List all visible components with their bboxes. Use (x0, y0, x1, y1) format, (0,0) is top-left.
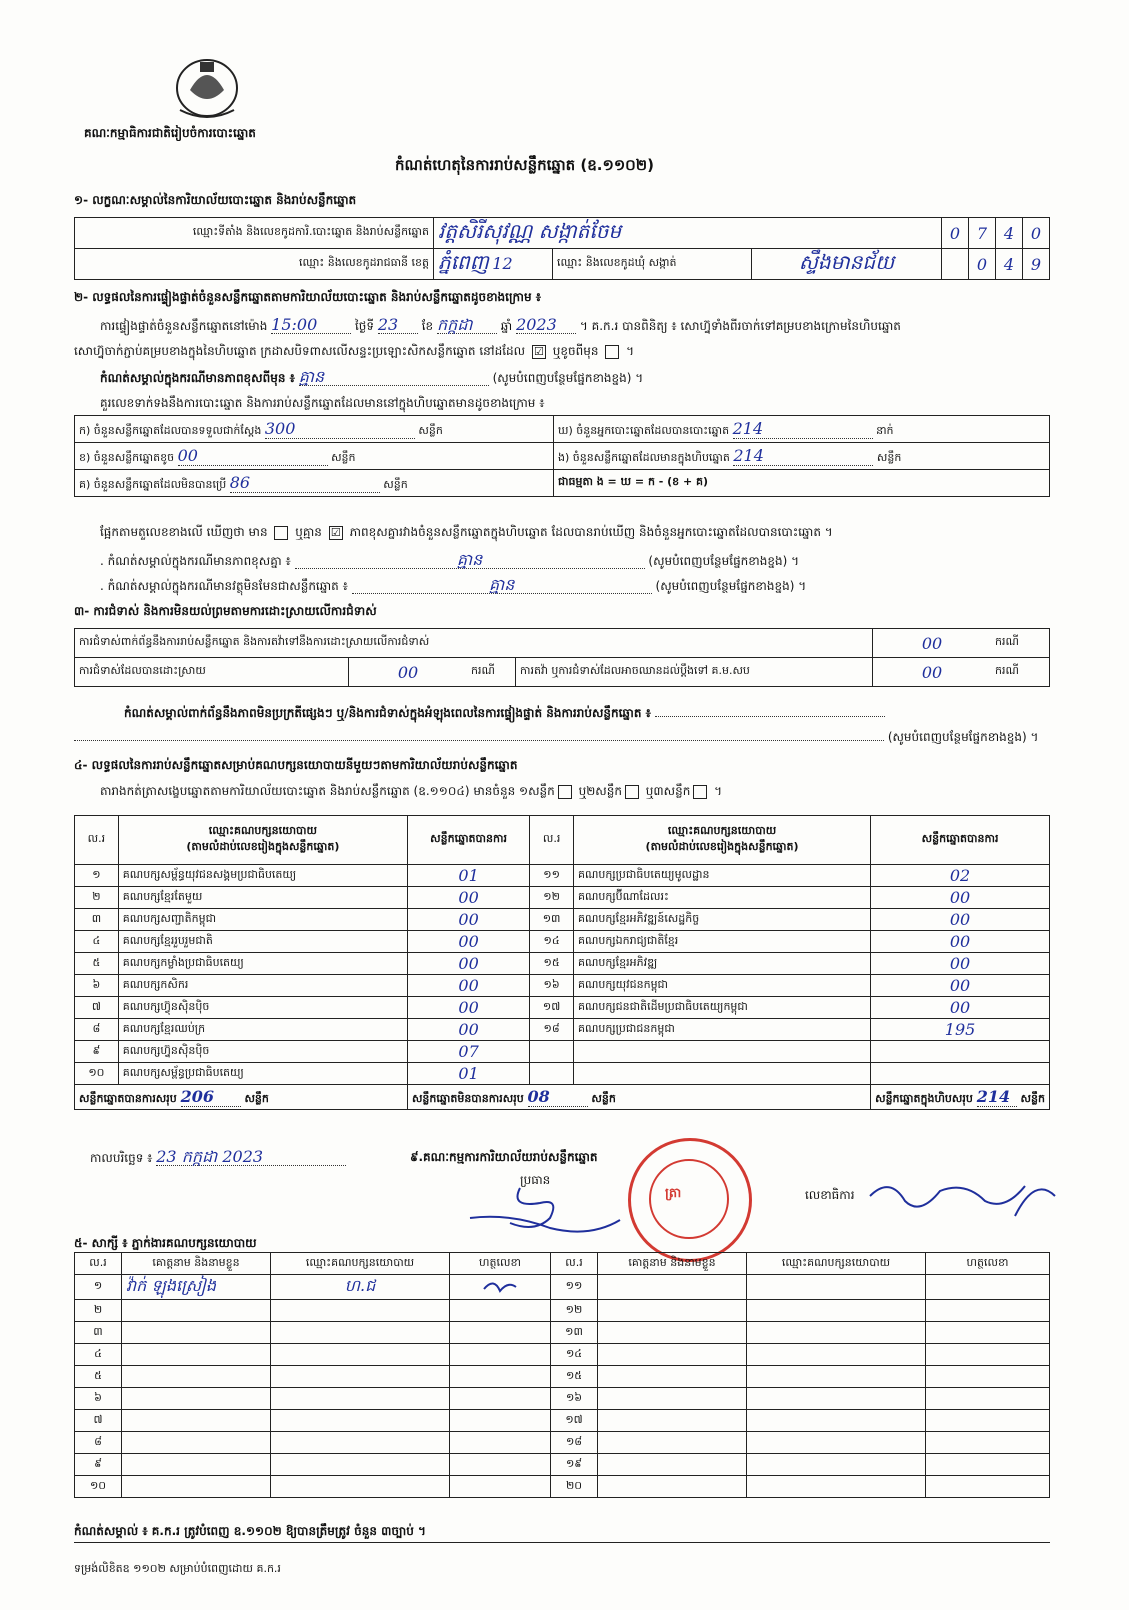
col-signature: ហត្ថលេខា (926, 1253, 1050, 1275)
col-no: ល.រ (75, 1253, 122, 1275)
official-stamp: ត្រា (628, 1138, 752, 1262)
table-row: ២ ១២ (75, 1300, 1050, 1322)
location-value: វត្តសិរីសុវណ្ណ សង្កាត់ចែម (434, 218, 942, 249)
col-votes: សន្លឹកឆ្នោតបានការ (407, 816, 529, 865)
col-no: ល.រ (75, 816, 119, 865)
table-row: ១០ គណបក្សសម្ព័ន្ធប្រជាធិបតេយ្យ 01 (75, 1063, 1050, 1085)
location-code-digit: 0 (1023, 218, 1050, 249)
received-ballots: ក) ចំនួនសន្លឹកឆ្នោតដែលបានទទួលជាក់ស្តែង 300 សន្លឹក (75, 416, 554, 443)
table-row: ១០ ២០ (75, 1476, 1050, 1498)
location-code-digit: 7 (969, 218, 996, 249)
commune-code-spacer (942, 249, 969, 280)
table-row: ៤ គណបក្សខ្មែររួបរួមជាតិ 00 ១៤ គណបក្សឯករាជ្យជាតិខ្មែរ 00 (75, 931, 1050, 953)
voters-who-voted: ឃ) ចំនួនអ្នកបោះឆ្នោតដែលបានបោះឆ្នោត 214 នាក់ (554, 416, 1050, 443)
table-row: ២ គណបក្សខ្មែរតែមួយ 00 ១២ គណបក្សប៊ីណាដែលរះ 00 (75, 887, 1050, 909)
col-party: ឈ្មោះគណបក្សនយោបាយ (271, 1253, 450, 1275)
intact-checkbox[interactable]: ☑ (532, 345, 546, 359)
commune-code-digit: 0 (969, 249, 996, 280)
chief-label: ប្រធាន (520, 1173, 551, 1187)
date-line: កាលបរិច្ឆេទ ៖ 23 កក្កដា 2023 (90, 1150, 346, 1166)
total-valid: សន្លឹកឆ្នោតបានការសរុប 206 សន្លឹក (75, 1085, 408, 1110)
chief-signature-icon (450, 1178, 630, 1238)
col-votes: សន្លឹកឆ្នោតបានការ (871, 816, 1050, 865)
table-row: ៨ គណបក្សខ្មែរឈប់ក្រ 00 ១៨ គណបក្សប្រជាជនកម្ពុជា 195 (75, 1019, 1050, 1041)
witness-signature-icon (480, 1277, 520, 1295)
diff-note: . កំណត់សម្គាល់ក្នុងករណីមានភាពខុសគ្នា ៖ គ្មាន (សូមបំពេញបន្ថែមផ្នែកខាងខ្នង) ។ (100, 550, 799, 569)
location-code-digit: 0 (942, 218, 969, 249)
counts-intro: គួរលេខទាក់ទងនឹងការបោះឆ្នោត និងការរាប់សន្លឹកឆ្នោតដែលមាននៅក្នុងហិបឆ្នោតមានដូចខាងក្រោម ៖ (100, 396, 545, 410)
table-row: ១ វ៉ាក់ ឡុងស្រៀង ហ.ជ ១១ (75, 1275, 1050, 1300)
national-emblem-icon (170, 50, 244, 122)
table-row: ៦ ១៦ (75, 1388, 1050, 1410)
col-party: ឈ្មោះគណបក្សនយោបាយ (តាមលំដាប់លេខរៀងក្នុងសន្លឹកឆ្នោត) (118, 816, 407, 865)
col-party: ឈ្មោះគណបក្សនយោបាយ (747, 1253, 926, 1275)
three-sheet-checkbox[interactable] (693, 785, 707, 799)
appeal-unit: ករណី (991, 658, 1050, 687)
appeal-label: ការតវ៉ា ឬការជំទាស់ដែលអាចឈានដល់ប្តឹងទៅ គ.ម.សប (516, 658, 873, 687)
table-row: ៥ ១៥ (75, 1366, 1050, 1388)
spoiled-ballots: ខ) ចំនួនសន្លឹកឆ្នោតខូច 00 សន្លឹក (75, 443, 554, 470)
form-title: កំណត់ហេតុនៃការរាប់សន្លឹកឆ្នោត (ឧ.១១០២) (395, 156, 655, 174)
seal-line: សោហ្វ៊ុចាក់ភ្ជាប់គម្របខាងក្នុងនៃហិបឆ្នោត ក្រដាសបិទពាសលើសន្ទះប្រឡោះសិកសន្លឹកឆ្នោត នៅដដែល ☑ ឬខូចពីមុន ។ (74, 344, 635, 358)
col-party: ឈ្មោះគណបក្សនយោបាយ (តាមលំដាប់លេខរៀងក្នុងសន្លឹកឆ្នោត) (574, 816, 871, 865)
secretary-signature-icon (865, 1166, 1065, 1226)
section2-title: ២- លទ្ធផលនៃការផ្ទៀងផ្ទាត់ចំនួនសន្លឹកឆ្នោតតាមការិយាល័យបោះឆ្នោត និងរាប់សន្លឹកឆ្នោតដូចខាងក្រោម ៖ (74, 290, 542, 304)
appeal-value: 00 (873, 658, 992, 687)
no-difference-checkbox[interactable]: ☑ (329, 526, 343, 540)
table-row: ៥ គណបក្សកម្លាំងប្រជាធិបតេយ្យ 00 ១៥ គណបក្សខ្មែរអភិវឌ្ឍ 00 (75, 953, 1050, 975)
totals-row (75, 1085, 1050, 1110)
location-table (74, 217, 1050, 280)
section5-title: ៥- សាក្សី ៖ ភ្នាក់ងារគណបក្សនយោបាយ (74, 1236, 257, 1250)
commune-code-digit: 4 (996, 249, 1023, 280)
section4-title: ៤- លទ្ធផលនៃការរាប់សន្លឹកឆ្នោតសម្រាប់គណបក្សនយោបាយនីមួយៗតាមការិយាល័យរាប់សន្លឹកឆ្នោត (74, 758, 518, 772)
section3-title: ៣- ការជំទាស់ និងការមិនយល់ព្រមតាមការដោះស្រាយលើការជំទាស់ (74, 604, 377, 618)
broken-checkbox[interactable] (605, 345, 619, 359)
resolved-unit: ករណី (467, 658, 516, 687)
formula: ជាធម្មតា ង = ឃ = ក - (ខ + គ) (554, 470, 1050, 497)
org-name: គណៈកម្មាធិការជាតិរៀបចំការបោះឆ្នោត (84, 126, 256, 140)
unused-ballots: គ) ចំនួនសន្លឹកឆ្នោតដែលមិនបានប្រើ 86 សន្លឹក (75, 470, 554, 497)
counts-table (74, 415, 1050, 497)
footer-divider (74, 1542, 1050, 1543)
total-invalid: សន្លឹកឆ្នោតមិនបានការសរុប 08 សន្លឹក (407, 1085, 870, 1110)
table-row: ៣ ១៣ (75, 1322, 1050, 1344)
one-sheet-checkbox[interactable] (558, 785, 572, 799)
irregularity-note: កំណត់សម្គាល់ពាក់ព័ន្ធនឹងភាពមិនប្រក្រតីផ្សេងៗ ឬ/និងការជំទាស់ក្នុងអំឡុងពេលនៃការផ្ទៀងផ្ទាត់ និងការរាប់សន្លឹកឆ្នោត ៖ (124, 706, 885, 720)
verification-line: ការផ្ទៀងផ្ទាត់ចំនួនសន្លឹកឆ្នោតនៅម៉ោង 15:00 ថ្ងៃទី 23 ខែ កក្កដា ឆ្នាំ 2023 ។ គ.ក.រ បានពិនិត្យ ៖ សោហ្វ៊ុទាំងពីរចាក់ទៅគម្របខាងក្រោមនៃហិបឆ្នោត (100, 315, 901, 334)
location-label: ឈ្មោះទីតាំង និងលេខកូដការិ.បោះឆ្នោត និងរាប់សន្លឹកឆ្នោត (75, 218, 434, 249)
table-row: ៩ គណបក្សហ្វ៊ុនស៊ិនប៉ិច 07 (75, 1041, 1050, 1063)
foreign-note: . កំណត់សម្គាល់ក្នុងករណីមានវត្ថុមិនមែនជាសន្លឹកឆ្នោត ៖ គ្មាន (សូមបំពេញបន្ថែមផ្នែកខាងខ្នង) ។ (100, 575, 807, 594)
footer-note: កំណត់សម្គាល់ ៖ គ.ក.រ ត្រូវបំពេញ ឧ.១១០២ ឱ្យបានត្រឹមត្រូវ ចំនួន ៣ច្បាប់ ។ (74, 1524, 426, 1538)
province-label: ឈ្មោះ និងលេខកូដរាជធានី ខេត្ត (75, 249, 434, 280)
col-signature: ហត្ថលេខា (450, 1253, 551, 1275)
col-name: គោត្តនាម និងនាមខ្លួន (122, 1253, 271, 1275)
table-row: ៧ គណបក្សហ៊្វុនស៊ិនប៉ិច 00 ១៧ គណបក្សជនជាតិដើមប្រជាធិបតេយ្យកម្ពុជា 00 (75, 997, 1050, 1019)
secretary-label: លេខាធិការ (805, 1188, 855, 1202)
objections-value: 00 (873, 629, 992, 658)
objections-label: ការជំទាស់ពាក់ព័ន្ធនឹងការរាប់សន្លឹកឆ្នោត និងការតវ៉ាទៅនឹងការដោះស្រាយលើការជំទាស់ (75, 629, 873, 658)
col-name: គោត្តនាម និងនាមខ្លួន (598, 1253, 747, 1275)
commune-value: ស្ទឹងមានជ័យ (752, 249, 942, 280)
location-code-digit: 4 (996, 218, 1023, 249)
table-row: ៩ ១៩ (75, 1454, 1050, 1476)
col-no: ល.រ (530, 816, 574, 865)
table-row: ១ គណបក្សសម្ព័ន្ធយុវជនសង្គមប្រជាធិបតេយ្យ 01 ១១ គណបក្សប្រជាធិបតេយ្យមូលដ្ឋាន 02 (75, 865, 1050, 887)
table-row: ៤ ១៤ (75, 1344, 1050, 1366)
table-row: ៧ ១៧ (75, 1410, 1050, 1432)
table-row: ៨ ១៨ (75, 1432, 1050, 1454)
objections-unit: ករណី (991, 629, 1050, 658)
commune-label: ឈ្មោះ និងលេខកូដឃុំ សង្កាត់ (553, 249, 752, 280)
section1-title: ១- លក្ខណៈសម្គាល់នៃការិយាល័យបោះឆ្នោត និងរាប់សន្លឹកឆ្នោត (74, 193, 357, 207)
resolved-label: ការជំទាស់ដែលបានដោះស្រាយ (75, 658, 349, 687)
two-sheet-checkbox[interactable] (625, 785, 639, 799)
table-row: ៣ គណបក្សសញ្ជាតិកម្ពុជា 00 ១៣ គណបក្សខ្មែរអភិវឌ្ឍន៍សេដ្ឋកិច្ច 00 (75, 909, 1050, 931)
witness-table (74, 1252, 1050, 1498)
summary-sheet-line: តារាងកត់ត្រាសង្ខេបឆ្នោតតាមការិយាល័យបោះឆ្នោត និងរាប់សន្លឹកឆ្នោត (ឧ.១១០៤) មានចំនួន ១សន្លឹក ឬ២សន្លឹក ឬ៣សន្លឹក ។ (100, 784, 723, 798)
compare-line: ផ្អែកតាមតួលេខខាងលើ ឃើញថា មាន ឬគ្មាន ☑ ភាពខុសគ្នារវាងចំនួនសន្លឹកឆ្នោតក្នុងហិបឆ្នោត ដែលបានរាប់ឃើញ និងចំនួនអ្នកបោះឆ្នោតដែលបានបោះឆ្នោត ។ (100, 525, 833, 539)
results-table (74, 815, 1050, 1110)
col-no: ល.រ (551, 1253, 598, 1275)
total-in-box: សន្លឹកឆ្នោតក្នុងហិបសរុប 214 សន្លឹក (871, 1085, 1050, 1110)
has-difference-checkbox[interactable] (274, 526, 288, 540)
difference-note: កំណត់សម្គាល់ក្នុងករណីមានភាពខុសពីមុន ៖ គ្មាន (សូមបំពេញបន្ថែមផ្នែកខាងខ្នង) ។ (100, 367, 644, 386)
footer-form-ref: ទម្រង់លិខិតឧ ១១០២ សម្រាប់បំពេញដោយ គ.ក.រ (74, 1562, 281, 1575)
table-row: ៦ គណបក្សកសិករ 00 ១៦ គណបក្សយុវជនកម្ពុជា 00 (75, 975, 1050, 997)
commune-code-digit: 9 (1023, 249, 1050, 280)
objections-table (74, 628, 1050, 687)
committee-label: ៩.គណៈកម្មការការិយាល័យរាប់សន្លឹកឆ្នោត (410, 1150, 598, 1164)
ballots-in-box: ង) ចំនួនសន្លឹកឆ្នោតដែលមានក្នុងហិបឆ្នោត 214 សន្លឹក (554, 443, 1050, 470)
irregularity-hint-line: (សូមបំពេញបន្ថែមផ្នែកខាងខ្នង) ។ (74, 730, 1038, 744)
province-value: ភ្នំពេញ 12 (434, 249, 553, 280)
resolved-value: 00 (349, 658, 468, 687)
